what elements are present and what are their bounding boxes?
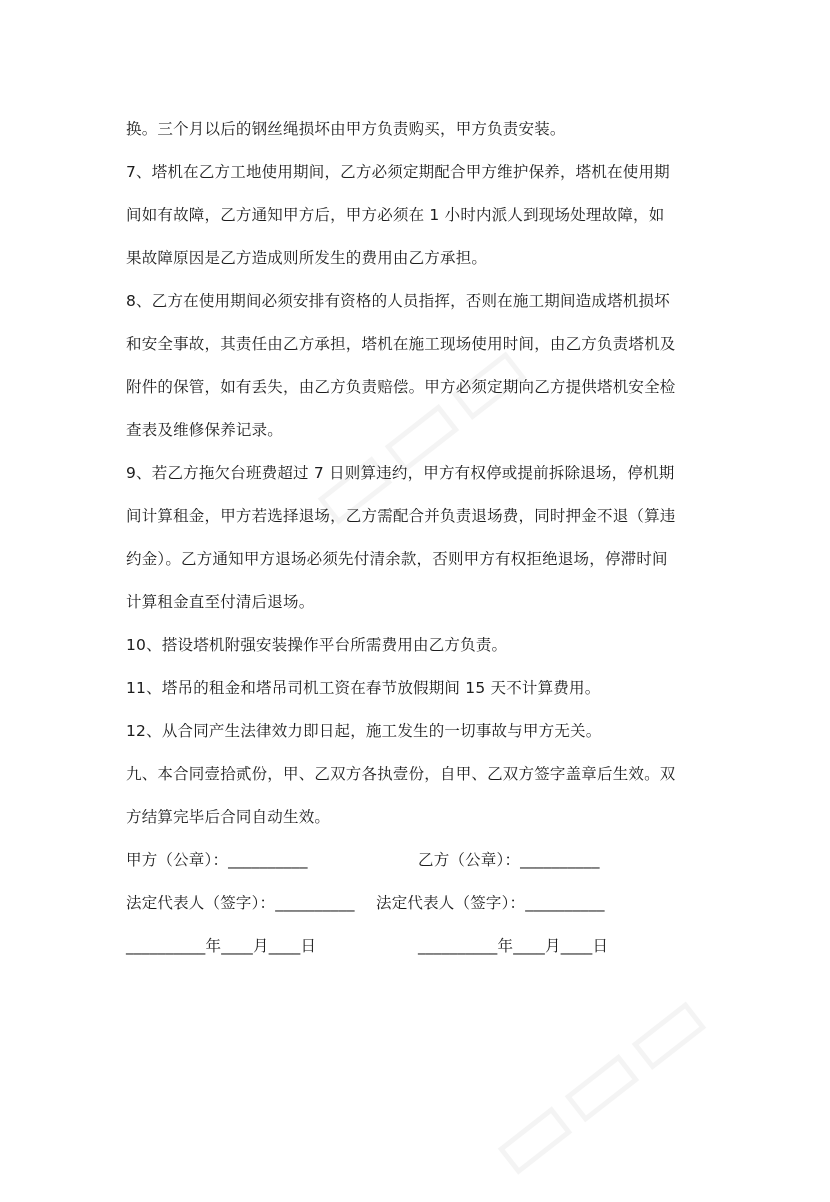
text-line: 换。三个月以后的钢丝绳损坏由甲方负责购买，甲方负责安装。 (126, 120, 566, 138)
text-line: 间如有故障，乙方通知甲方后，甲方必须在 1 小时内派人到现场处理故障，如 (126, 206, 665, 224)
clause-10 (126, 624, 718, 667)
text-line: 和安全事故，其责任由乙方承担，塔机在施工现场使用时间，由乙方负责塔机及 (126, 335, 676, 353)
text-line: 方结算完毕后合同自动生效。 (126, 808, 331, 826)
text-line: 九、本合同壹拾贰份，甲、乙双方各执壹份，自甲、乙双方签字盖章后生效。双 (126, 765, 676, 783)
clause-8 (126, 280, 718, 452)
text-line: 11、塔吊的租金和塔吊司机工资在春节放假期间 15 天不计算费用。 (126, 679, 601, 697)
text-line: 9、若乙方拖欠台班费超过 7 日则算违约，甲方有权停或提前拆除退场，停机期 (126, 464, 675, 482)
text-line: 查表及维修保养记录。 (126, 421, 284, 439)
text-line: 7、塔机在乙方工地使用期间，乙方必须定期配合甲方维护保养，塔机在使用期 (126, 163, 670, 181)
paragraph-continuation (126, 108, 718, 151)
clause-11 (126, 667, 718, 710)
text-line: 计算租金直至付清后退场。 (126, 593, 315, 611)
party-b-representative: 法定代表人（签字）：__________ (376, 894, 605, 912)
party-a-representative: 法定代表人（签字）：__________ (126, 894, 355, 912)
text-line: 约金）。乙方通知甲方退场必须先付清余款，否则甲方有权拒绝退场，停滞时间 (126, 550, 668, 568)
party-b-seal: 乙方（公章）：__________ (418, 851, 600, 869)
clause-9 (126, 452, 718, 624)
party-a-seal: 甲方（公章）：__________ (126, 851, 308, 869)
clause-12 (126, 710, 718, 753)
party-a-date: __________年____月____日 (126, 937, 317, 955)
text-line: 果故障原因是乙方造成则所发生的费用由乙方承担。 (126, 249, 488, 267)
section-nine (126, 753, 718, 839)
text-line: 间计算租金，甲方若选择退场，乙方需配合并负责退场费，同时押金不退（算违 (126, 507, 676, 525)
text-line: 8、乙方在使用期间必须安排有资格的人员指挥，否则在施工期间造成塔机损坏 (126, 292, 670, 310)
contract-body (126, 108, 718, 968)
text-line: 12、从合同产生法律效力即日起，施工发生的一切事故与甲方无关。 (126, 722, 602, 740)
signature-seal-row (126, 839, 718, 882)
text-line: 10、搭设塔机附强安装操作平台所需费用由乙方负责。 (126, 636, 508, 654)
party-b-date: __________年____月____日 (418, 937, 609, 955)
watermark-graphic (465, 963, 731, 1202)
signature-date-row (126, 925, 718, 968)
signature-representative-row (126, 882, 718, 925)
text-line: 附件的保管，如有丢失，由乙方负责赔偿。甲方必须定期向乙方提供塔机安全检 (126, 378, 676, 396)
clause-7 (126, 151, 718, 280)
